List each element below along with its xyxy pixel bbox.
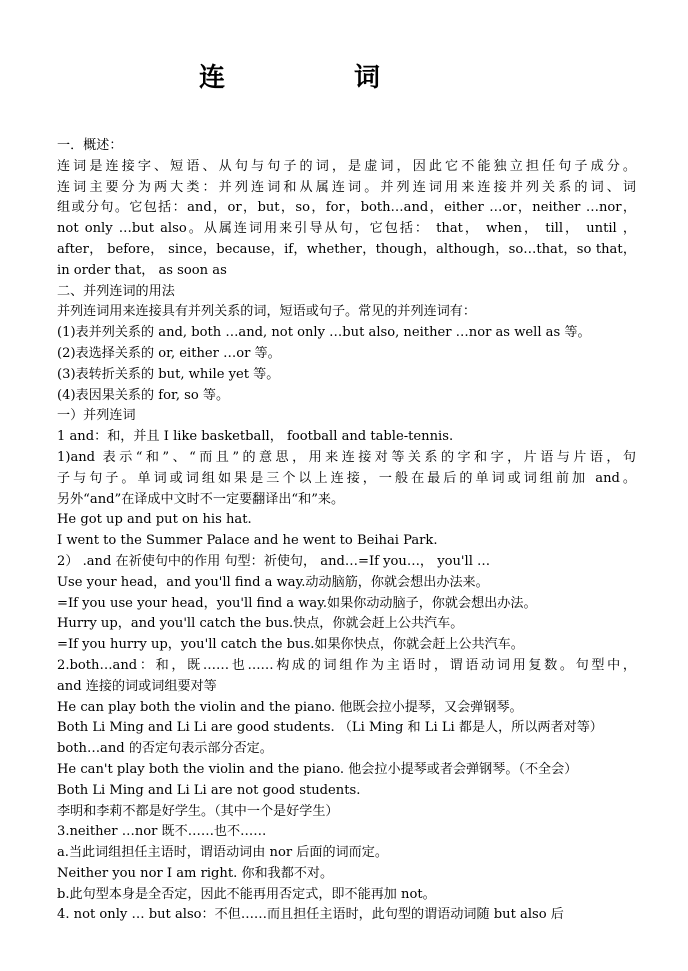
text-line: (1)表并列关系的 and, both …and, not only …but also, neither …nor as well as 等。 <box>57 325 591 341</box>
text-line: both…and 的否定句表示部分否定。 <box>57 741 273 757</box>
text-line: He can play both the violin and the piano. 他既会拉小提琴，又会弹钢琴。 <box>57 699 523 715</box>
text-line: Neither you nor I am right. 你和我都不对。 <box>57 865 334 881</box>
text-line: 4. not only … but also：不但……而且担任主语时，此句型的谓语动词随 but also 后 <box>57 907 564 923</box>
text-line: Both Li Ming and Li Li are good students. （Li Ming 和 Li Li 都是人，所以两者对等） <box>57 720 603 736</box>
text-line: Hurry up，and you'll catch the bus.快点，你就会赶上公共汽车。 <box>57 616 464 632</box>
text-line: Both Li Ming and Li Li are not good students. <box>57 782 361 798</box>
text-line: 二、并列连词的用法 <box>57 283 175 299</box>
text-line: not only …but also。从属连词用来引导从句，它包括： that， when， till， until ， <box>57 221 636 237</box>
text-line: =If you use your head，you'll find a way.如果你动动脑子，你就会想出办法。 <box>57 595 537 611</box>
text-line: 3.neither …nor 既不……也不…… <box>57 824 267 840</box>
text-line: =If you hurry up，you'll catch the bus.如果你快点，你就会赶上公共汽车。 <box>57 637 524 653</box>
text-line: 连词主要分为两大类：并列连词和从属连词。并列连词用来连接并列关系的词、词 <box>57 179 636 195</box>
text-line: 1 and：和，并且 I like basketball， football and table-tennis. <box>57 429 454 445</box>
page-title: 连 词 <box>198 63 441 93</box>
text-line: and 连接的词或词组要对等 <box>57 678 217 694</box>
text-line: in order that， as soon as <box>57 262 227 278</box>
text-line: He can't play both the violin and the piano. 他会拉小提琴或者会弹钢琴。（不全会） <box>57 761 578 777</box>
text-line: 李明和李莉不都是好学生。（其中一个是好学生） <box>57 803 339 819</box>
text-line: 连词是连接字、短语、从句与句子的词，是虚词，因此它不能独立担任句子成分。 <box>57 158 636 174</box>
text-line: (4)表因果关系的 for, so 等。 <box>57 387 230 403</box>
text-line: 1)and 表示“和”、“而且”的意思，用来连接对等关系的字和字，片语与片语，句 <box>57 449 636 465</box>
text-line: 一．概述： <box>57 138 123 153</box>
text-line: 2.both…and：和，既……也……构成的词组作为主语时，谓语动词用复数。句型中， <box>57 657 636 673</box>
text-line: 并列连词用来连接具有并列关系的词，短语或句子。常见的并列连词有： <box>57 304 476 320</box>
text-line: (2)表选择关系的 or, either …or 等。 <box>57 345 281 361</box>
text-line: Use your head，and you'll find a way.动动脑筋，你就会想出办法来。 <box>57 574 489 590</box>
text-line: I went to the Summer Palace and he went to Beihai Park. <box>57 533 438 549</box>
text-line: a.当此词组担任主语时，谓语动词由 nor 后面的词而定。 <box>57 845 388 861</box>
text-line: b.此句型本身是全否定，因此不能再用否定式，即不能再加 not。 <box>57 886 436 902</box>
text-line: 2） .and 在祈使句中的作用 句型：祈使句， and…=If you…， you'll … <box>57 553 491 569</box>
text-line: 子与句子。单词或词组如果是三个以上连接，一般在最后的单词或词组前加 and。 <box>57 470 636 486</box>
text-line: 另外“and”在译成中文时不一定要翻译出“和”来。 <box>57 491 345 507</box>
text-line: (3)表转折关系的 but, while yet 等。 <box>57 366 280 382</box>
text-line: 一）并列连词 <box>57 408 136 424</box>
text-line: 组或分句。它包括：and，or，but，so，for，both…and，either …or，neither …nor， <box>57 200 636 216</box>
text-line: He got up and put on his hat. <box>57 512 252 528</box>
text-line: after， before， since，because，if，whether，though，although，so…that，so that， <box>57 241 636 257</box>
document-body <box>57 136 636 926</box>
